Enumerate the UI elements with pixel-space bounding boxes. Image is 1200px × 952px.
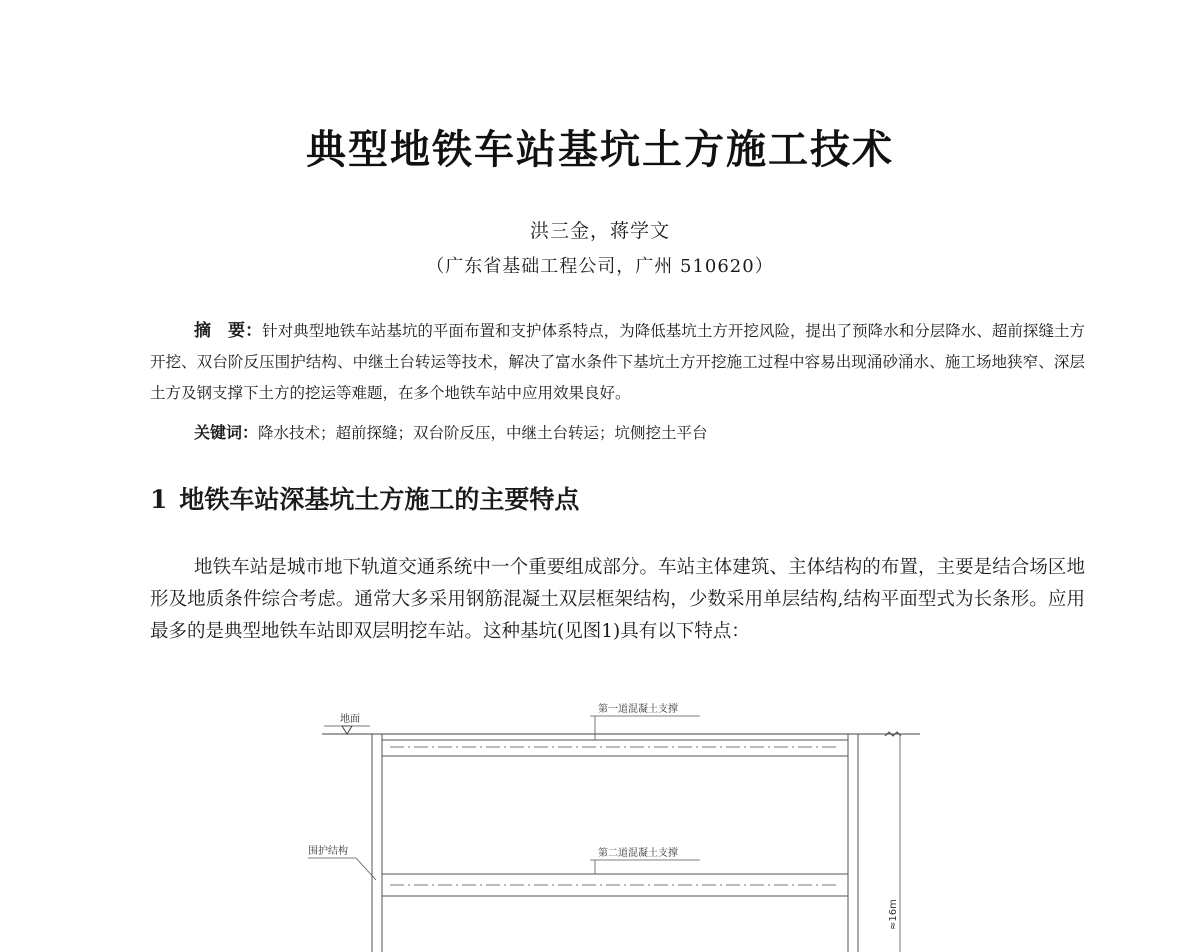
abstract-text: 针对典型地铁车站基坑的平面布置和支护体系特点，为降低基坑土方开挖风险，提出了预降水和分层降水、超前探缝土方开挖、双台阶反压围护结构、中继土台转运等技术，解决了富水条件下基坑土方开挖施工过程中容易出现涌砂涌水、施工场地狭窄、深层土方及钢支撑下土方的挖运等难题，在多个地铁车站中应用效果良好。: [150, 322, 1085, 402]
paper-authors: 洪三金，蒋学文: [529, 220, 670, 242]
keywords-text: 降水技术；超前探缝；双台阶反压，中继土台转运；坑侧挖土平台: [258, 424, 708, 442]
retaining-structure-label: 围护结构: [308, 846, 348, 857]
section-heading: [150, 480, 579, 516]
abstract: [150, 316, 1085, 409]
ground-marker-icon: [342, 726, 352, 734]
paper-affiliation: （广东省基础工程公司，广州 510620）: [426, 256, 774, 277]
retaining-leader-diagonal: [356, 858, 376, 880]
keywords-label: 关键词：: [194, 423, 259, 442]
keywords: [194, 419, 1084, 447]
ground-label: 地面: [340, 714, 360, 725]
figure-svg: [300, 690, 940, 952]
first-strut-label: 第一道混凝土支撑: [598, 704, 678, 715]
body-paragraph: 地铁车站是城市地下轨道交通系统中一个重要组成部分。车站主体建筑、主体结构的布置，主要是结合场区地形及地质条件综合考虑。通常大多采用钢筋混凝土双层框架结构，少数采用单层结构,结构平面型式为长条形。应用最多的是典型地铁车站即双层明挖车站。这种基坑(见图1)具有以下特点：: [150, 557, 1085, 642]
section-title: 地铁车站深基坑土方施工的主要特点: [179, 485, 580, 514]
second-strut-label: 第二道混凝土支撑: [598, 848, 678, 859]
section-number: 1: [150, 485, 168, 514]
figure-1-excavation-section: [300, 690, 940, 952]
depth-label: ≈16m: [888, 899, 899, 930]
abstract-label: 摘 要：: [194, 321, 263, 341]
paper-title: 典型地铁车站基坑土方施工技术: [306, 127, 894, 173]
